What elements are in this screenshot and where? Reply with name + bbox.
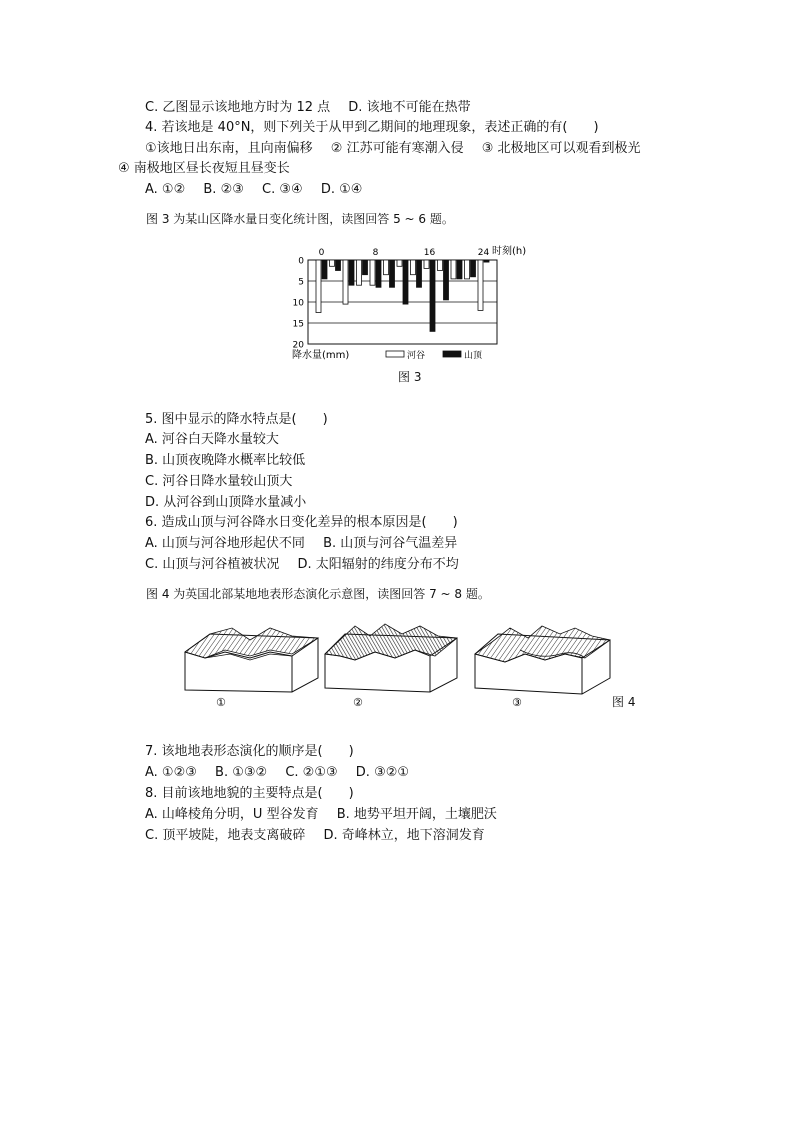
q4-option-d: D. ①④: [320, 182, 363, 197]
q4-option-c: C. ③④: [262, 182, 303, 197]
fig3-caption: 图 3: [398, 370, 422, 384]
fig3-y-tick: 0: [298, 256, 304, 267]
bar-valley: [397, 260, 402, 266]
fig3-y-tick: 10: [292, 298, 304, 309]
fig4-caption: 图 4: [612, 695, 636, 709]
q6-options-cd: [145, 557, 473, 573]
q7-option-d: D. ③②①: [355, 765, 410, 780]
bar-summit: [444, 260, 449, 300]
bar-summit: [336, 260, 341, 271]
q6-option-a: A. 山顶与河谷地形起伏不同: [145, 536, 305, 551]
q8-options-ab: [145, 807, 511, 823]
bar-valley: [370, 260, 375, 285]
q8-option-c: C. 顶平坡陡，地表支离破碎: [145, 828, 306, 843]
bar-valley: [384, 260, 389, 275]
landform-block-3: [475, 626, 610, 694]
bar-valley: [465, 260, 470, 279]
legend-label-summit: 山顶: [464, 351, 483, 361]
fig3-y-label: 降水量(mm): [292, 350, 350, 361]
bar-valley: [411, 260, 416, 275]
bar-valley: [478, 260, 483, 310]
q5-option-a: A. 河谷白天降水量较大: [145, 432, 279, 447]
q4-options: [145, 182, 376, 198]
bar-valley: [424, 260, 429, 268]
q5-option-d: D. 从河谷到山顶降水量减小: [145, 495, 307, 510]
legend-swatch-valley: [386, 351, 404, 357]
fig3-chart: [280, 242, 530, 372]
q3-options-cd: [145, 100, 485, 116]
bar-summit: [390, 260, 395, 287]
q4-item-4: ④ 南极地区昼长夜短且昼变长: [118, 161, 290, 176]
legend-swatch-summit: [443, 351, 461, 357]
q4-item-3: ③ 北极地区可以观看到极光: [481, 141, 641, 156]
q6-option-c: C. 山顶与河谷植被状况: [145, 557, 280, 572]
q5-option-c: C. 河谷日降水量较山顶大: [145, 474, 293, 489]
bar-summit: [417, 260, 422, 287]
fig3-x-tick: 0: [318, 248, 325, 258]
bar-summit: [349, 260, 354, 285]
fig3-y-tick: 15: [292, 319, 304, 330]
q8-option-a: A. 山峰棱角分明，U 型谷发育: [145, 807, 319, 822]
fig3-y-tick: 20: [292, 340, 304, 351]
q8-option-d: D. 奇峰林立，地下溶洞发育: [323, 828, 485, 843]
bar-valley: [438, 260, 443, 271]
q8-option-b: B. 地势平坦开阔，土壤肥沃: [336, 807, 497, 822]
q7-option-c: C. ②①③: [285, 765, 338, 780]
q4-items-line1: [145, 141, 655, 157]
q5-option-b: B. 山顶夜晚降水概率比较低: [145, 453, 306, 468]
bar-summit: [322, 260, 327, 279]
bar-summit: [484, 260, 489, 262]
q4-option-b: B. ②③: [203, 182, 244, 197]
q6-option-b: B. 山顶与河谷气温差异: [323, 536, 458, 551]
fig3-x-tick: 8: [372, 248, 379, 258]
q4-stem: 4. 若该地是 40°N，则下列关于从甲到乙期间的地理现象，表述正确的有( ): [145, 120, 599, 135]
bar-valley: [343, 260, 348, 304]
bar-valley: [451, 260, 456, 279]
landform-block-1: [185, 628, 318, 692]
q7-option-a: A. ①②③: [145, 765, 197, 780]
fig4-label-3: ③: [512, 696, 522, 709]
q3-option-d: D. 该地不可能在热带: [348, 100, 471, 115]
q8-stem: 8. 目前该地地貌的主要特点是( ): [145, 786, 354, 801]
q6-stem: 6. 造成山顶与河谷降水日变化差异的根本原因是( ): [145, 515, 458, 530]
bar-summit: [376, 260, 381, 287]
q7-stem: 7. 该地地表形态演化的顺序是( ): [145, 744, 354, 759]
bar-summit: [363, 260, 368, 275]
q7-option-b: B. ①③②: [215, 765, 268, 780]
fig4-diagram: [180, 620, 650, 715]
q6-option-d: D. 太阳辐射的纬度分布不均: [297, 557, 459, 572]
q5-stem: 5. 图中显示的降水特点是( ): [145, 412, 328, 427]
bar-summit: [457, 260, 462, 279]
bar-summit: [403, 260, 408, 304]
fig3-y-tick: 5: [298, 277, 304, 288]
fig4-intro: 图 4 为英国北部某地地表形态演化示意图，读图回答 7 ~ 8 题。: [146, 587, 490, 601]
bar-summit: [471, 260, 476, 277]
bar-valley: [357, 260, 362, 285]
bar-valley: [316, 260, 321, 313]
q6-options-ab: [145, 536, 471, 552]
fig3-x-tick: 24: [477, 248, 490, 258]
fig3-intro: 图 3 为某山区降水量日变化统计图，读图回答 5 ~ 6 题。: [146, 212, 454, 226]
fig3-x-unit: 时刻(h): [492, 246, 527, 257]
q4-item-1: ①该地日出东南，且向南偏移: [145, 141, 313, 156]
q7-options: [145, 765, 423, 781]
q4-option-a: A. ①②: [145, 182, 186, 197]
bar-summit: [430, 260, 435, 331]
fig4-label-2: ②: [353, 696, 363, 709]
fig3-x-tick: 16: [423, 248, 436, 258]
fig4-label-1: ①: [216, 696, 226, 709]
q8-options-cd: [145, 828, 499, 844]
q4-item-2: ② 江苏可能有寒潮入侵: [330, 141, 464, 156]
bar-valley: [330, 260, 335, 266]
legend-label-valley: 河谷: [407, 351, 426, 361]
q3-option-c: C. 乙图显示该地地方时为 12 点: [145, 100, 331, 115]
landform-block-2: [325, 624, 457, 692]
